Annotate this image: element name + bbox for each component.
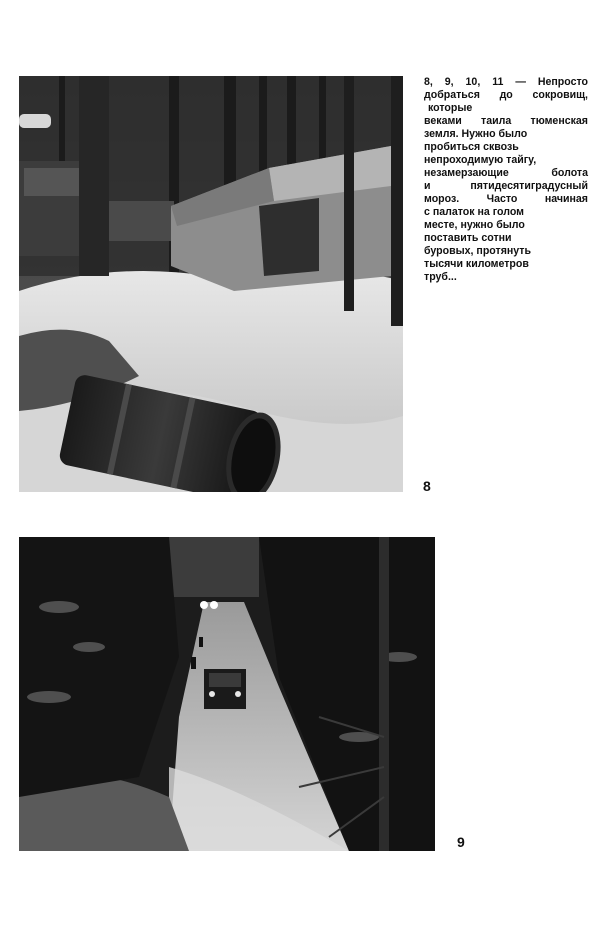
caption-line: непроходимую тайгу, (424, 154, 537, 166)
photo-truck-convoy (19, 537, 435, 851)
tent-camp-illustration (19, 76, 403, 492)
caption-line: которые (428, 102, 473, 114)
caption-line: добраться до сокровищ, (424, 89, 588, 101)
figure-number-8: 8 (423, 478, 431, 494)
caption-line: мороз. Часто начиная (424, 193, 588, 205)
figure-number-9: 9 (457, 834, 465, 850)
caption-line: земля. Нужно было (424, 128, 528, 140)
caption-line: 8, 9, 10, 11 — Непросто (424, 76, 588, 88)
photo-tent-camp (19, 76, 403, 492)
caption-line: буровых, протянуть (424, 245, 532, 257)
caption-line: поставить сотни (424, 232, 512, 244)
caption-line: месте, нужно было (424, 219, 525, 231)
caption-line: с палаток на голом (424, 206, 524, 218)
caption-line: труб... (424, 271, 457, 283)
caption-line: пробиться сквозь (424, 141, 519, 153)
caption-line: и пятидесятиградусный (424, 180, 588, 192)
truck-convoy-illustration (19, 537, 435, 851)
photo-caption (424, 76, 588, 284)
caption-line: веками таила тюменская (424, 115, 588, 127)
caption-line: незамерзающие болота (424, 167, 588, 179)
caption-line: тысячи километров (424, 258, 529, 270)
